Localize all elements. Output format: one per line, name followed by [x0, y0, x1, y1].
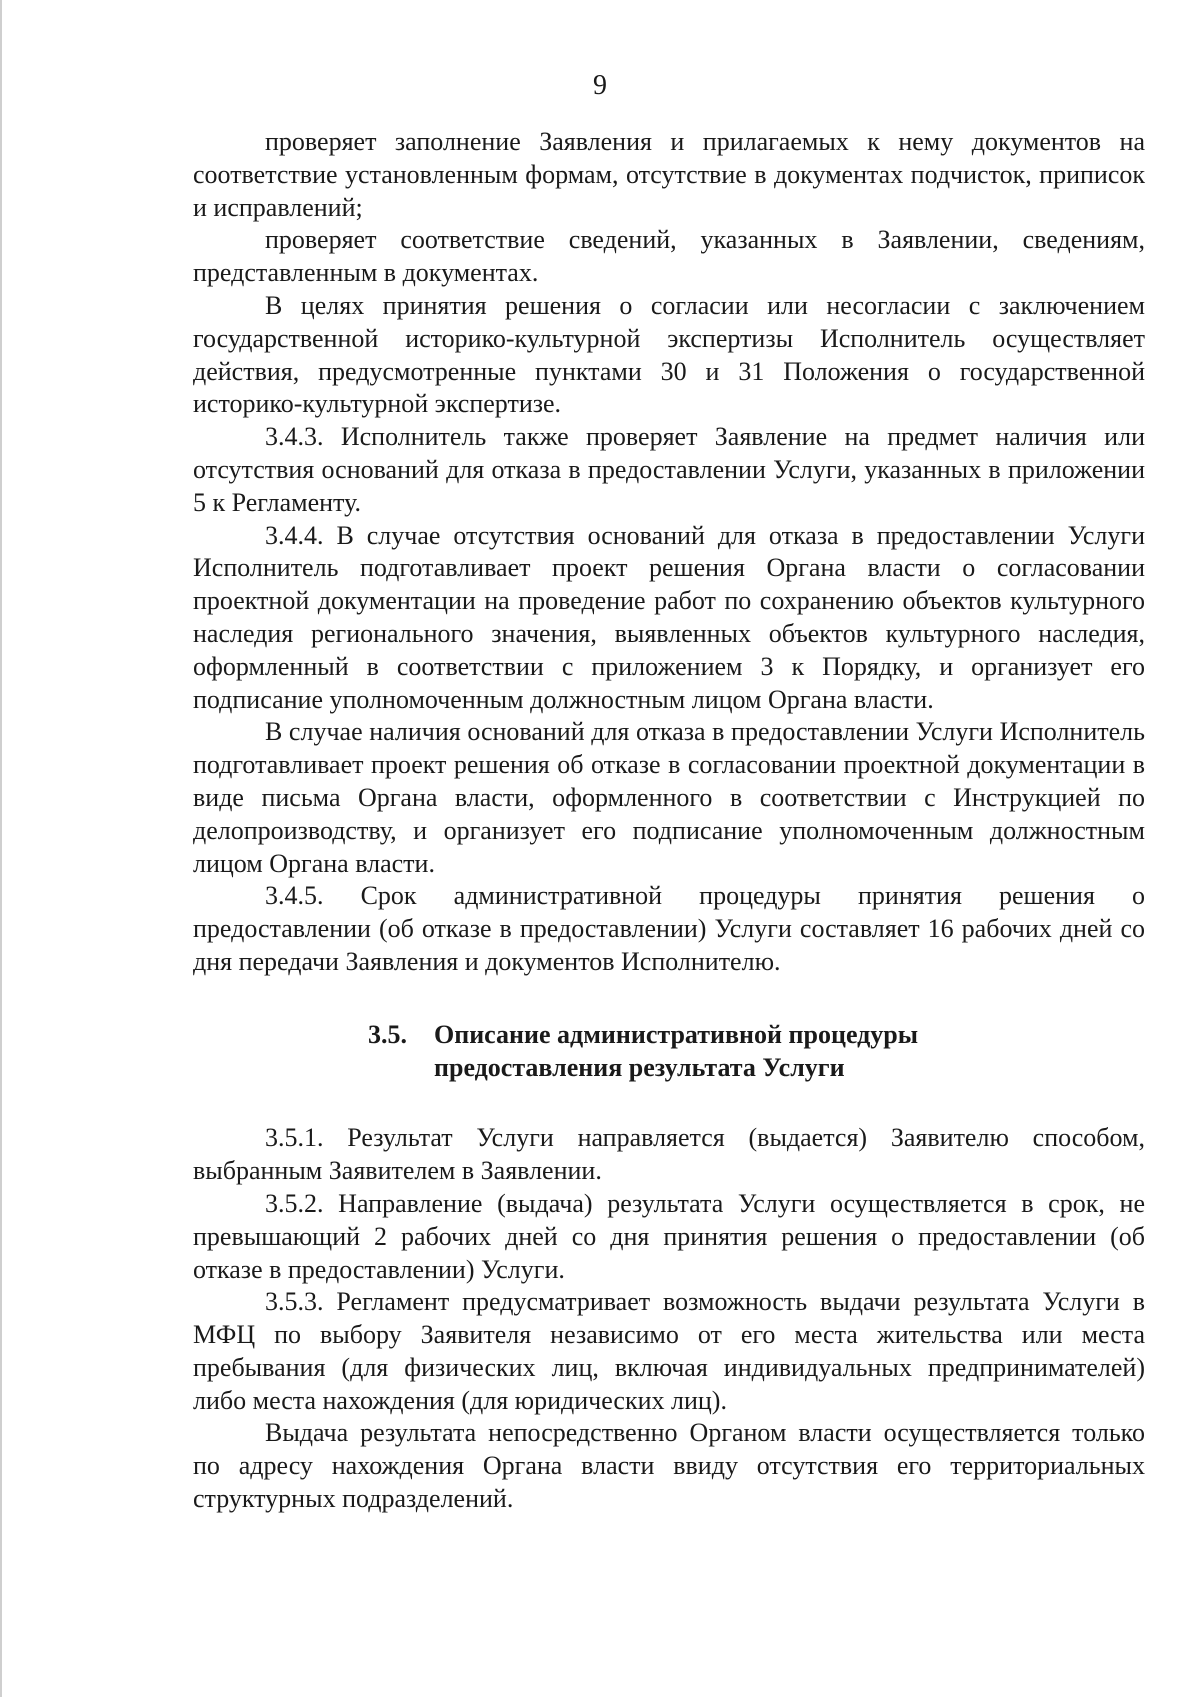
- text-line: о предоставлении (об отказе в предоставлении) Услуги составляет 16 рабочих: [193, 881, 1146, 944]
- paragraph: [193, 290, 1145, 421]
- text-line: по сохранению объектов культурного наследия регионального значения,: [193, 586, 1146, 648]
- text-line: государственной историко-культурной экспертизы Исполнитель: [193, 323, 966, 353]
- text-line: осуществляет действия, предусмотренные пунктами 30 и 31 Положения: [193, 323, 1145, 386]
- text-line: 3.4.4. В случае отсутствия оснований для отказа в предоставлении: [265, 520, 1055, 550]
- text-line: предпринимателей) либо места нахождения (для юридических лиц).: [193, 1352, 1145, 1415]
- paragraph: [193, 520, 1145, 717]
- text-line: приписок и исправлений;: [193, 159, 1145, 222]
- text-line: 3.5.1. Результат Услуги направляется (выдается) Заявителю способом,: [265, 1123, 1145, 1153]
- text-line: о государственной историко-культурной экспертизе.: [193, 356, 1145, 419]
- text-line: В целях принятия решения о согласии или несогласии с заключением: [265, 290, 1145, 320]
- text-line: отсутствия оснований для отказа в предоставлении Услуги, указанных: [193, 454, 982, 484]
- text-line: о согласовании проектной документации на проведение работ: [193, 553, 1146, 616]
- paragraph: [193, 224, 1145, 290]
- text-line: не превышающий 2 рабочих дней со дня принятия решения о предоставлении: [193, 1188, 1145, 1251]
- text-line: проектной документации в виде письма Органа власти, оформленного: [193, 750, 1146, 812]
- paragraph: [193, 1417, 1145, 1515]
- text-line: Услуги Исполнитель подготавливает проект решения Органа власти: [193, 520, 1145, 583]
- paragraph: [193, 880, 1145, 978]
- paragraph: [193, 1188, 1145, 1286]
- text-line: только по адресу нахождения Органа власти ввиду отсутствия его: [193, 1418, 1145, 1481]
- paragraphs-before-section: [193, 126, 1145, 979]
- text-line: подписание уполномоченным должностным лицом Органа власти.: [193, 815, 1145, 878]
- text-line: проверяет заполнение Заявления и прилагаемых к нему документов на: [265, 127, 1145, 156]
- paragraph: [193, 421, 1145, 519]
- paragraph: [193, 126, 1145, 224]
- paragraphs-after-section: [193, 1122, 1145, 1516]
- text-line: Услуги в МФЦ по выбору Заявителя независимо от его места жительства или: [193, 1287, 1145, 1350]
- text-line: должностным лицом Органа власти.: [530, 684, 934, 714]
- text-line: В случае наличия оснований для отказа в предоставлении Услуги: [265, 717, 993, 747]
- text-line: с приложением 3 к Порядку, и организует его подписание уполномоченным: [193, 651, 1145, 714]
- section-title-line-1: Описание административной процедуры: [434, 1019, 919, 1049]
- text-line: выбранным Заявителем в Заявлении.: [193, 1156, 602, 1186]
- text-line: территориальных структурных подразделений.: [193, 1451, 1146, 1514]
- paragraph: [193, 1286, 1145, 1417]
- text-line: выявленных объектов культурного наследия, оформленный в соответствии: [193, 618, 1146, 681]
- section-heading: [193, 1019, 1145, 1085]
- text-line: сведениям, представленным в документах.: [193, 225, 1145, 288]
- text-line: 3.5.2. Направление (выдача) результата Услуги осуществляется в срок,: [265, 1188, 1105, 1218]
- section-title-line-2: предоставления результата Услуги: [434, 1052, 845, 1082]
- text-line: в соответствии с Инструкцией по делопроизводству, и организует его: [193, 782, 1146, 845]
- paragraph: [193, 716, 1145, 880]
- text-line: места пребывания (для физических лиц, включая индивидуальных: [193, 1320, 1145, 1382]
- text-line: Исполнитель подготавливает проект решения об отказе в согласовании: [193, 717, 1145, 780]
- page-number: 9: [593, 70, 607, 101]
- text-line: в приложении 5 к Регламенту.: [193, 454, 1145, 517]
- text-line: 3.4.3. Исполнитель также проверяет Заявление на предмет наличия или: [265, 422, 1145, 452]
- scan-edge: [0, 0, 2, 1697]
- text-line: соответствие установленным формам, отсутствие в документах подчисток,: [193, 159, 1032, 189]
- text-line: (об отказе в предоставлении) Услуги.: [193, 1221, 1145, 1284]
- text-line: 3.4.5. Срок административной процедуры принятия решения: [265, 881, 1095, 911]
- text-line: 3.5.3. Регламент предусматривает возможность выдачи результата: [265, 1287, 1030, 1317]
- paragraph: [193, 1122, 1145, 1188]
- section-number: 3.5.: [368, 1019, 407, 1049]
- text-line: Выдача результата непосредственно Органом власти осуществляется: [265, 1418, 1061, 1448]
- document-body: [193, 126, 1145, 1516]
- text-line: проверяет соответствие сведений, указанных в Заявлении,: [265, 225, 999, 255]
- text-line: дней со дня передачи Заявления и документов Исполнителю.: [193, 914, 1146, 976]
